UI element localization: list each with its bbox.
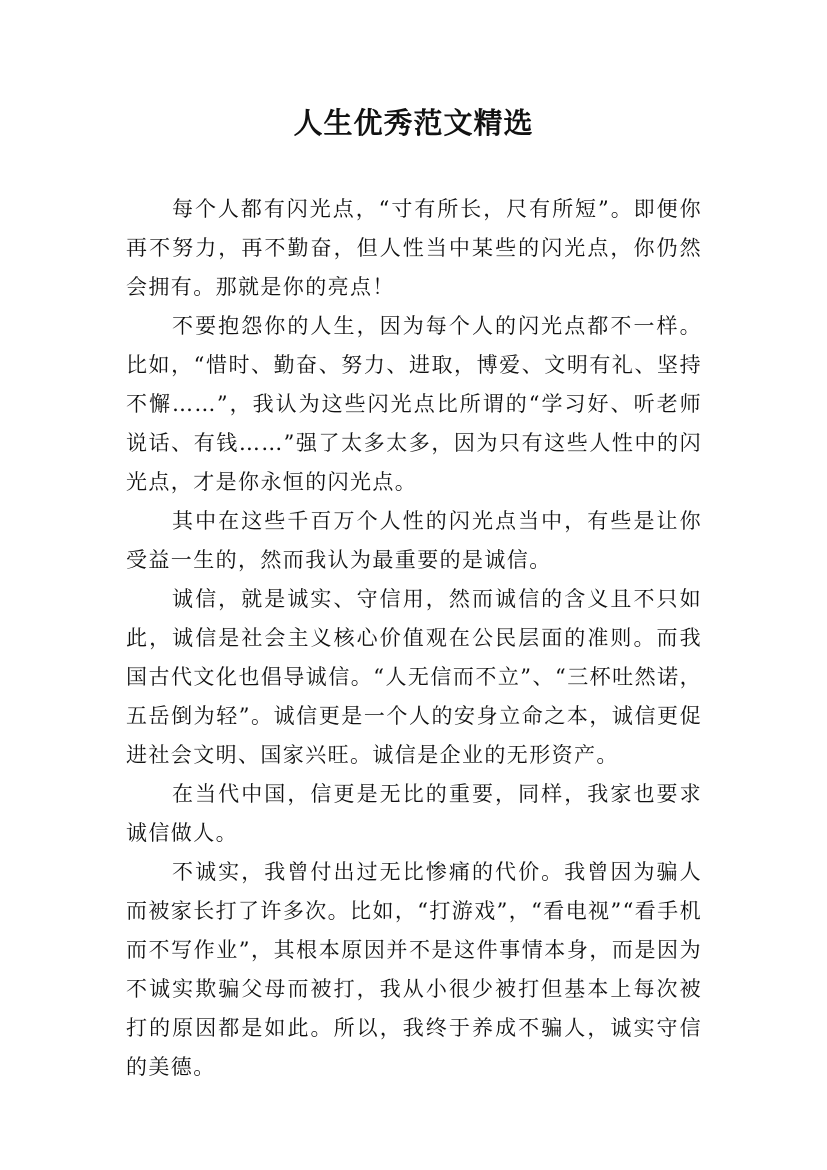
paragraph-3: 其中在这些千百万个人性的闪光点当中，有些是让你受益一生的，然而我认为最重要的是诚信。 xyxy=(126,509,702,572)
paragraph-6: 不诚实，我曾付出过无比惨痛的代价。我曾因为骗人而被家长打了许多次。比如，“打游戏”，“看电视”“看手机而不写作业”，其根本原因并不是这件事情本身，而是因为不诚实欺骗父母而被打，我从小很少被打但基本上每次被打的原因都是如此。所以，我终于养成不骗人，诚实守信的美德。 xyxy=(126,860,702,1079)
paragraph-5: 在当代中国，信更是无比的重要，同样，我家也要求诚信做人。 xyxy=(126,782,702,845)
paragraph-2: 不要抱怨你的人生，因为每个人的闪光点都不一样。比如，“惜时、勤奋、努力、进取，博爱、文明有礼、坚持不懈……”，我认为这些闪光点比所谓的“学习好、听老师说话、有钱……”强了太多太多，因为只有这些人性中的闪光点，才是你永恒的闪光点。 xyxy=(126,314,702,494)
paragraph-4: 诚信，就是诚实、守信用，然而诚信的含义且不只如此，诚信是社会主义核心价值观在公民层面的准则。而我国古代文化也倡导诚信。“人无信而不立”、“三杯吐然诺，五岳倒为轻”。诚信更是一个人的安身立命之本，诚信更促进社会文明、国家兴旺。诚信是企业的无形资产。 xyxy=(126,587,702,767)
document-title: 人生优秀范文精选 xyxy=(293,106,534,140)
document-body xyxy=(126,190,702,1087)
paragraph-1: 每个人都有闪光点，“寸有所长，尺有所短”。即便你再不努力，再不勤奋，但人性当中某些的闪光点，你仍然会拥有。那就是你的亮点！ xyxy=(126,197,702,299)
